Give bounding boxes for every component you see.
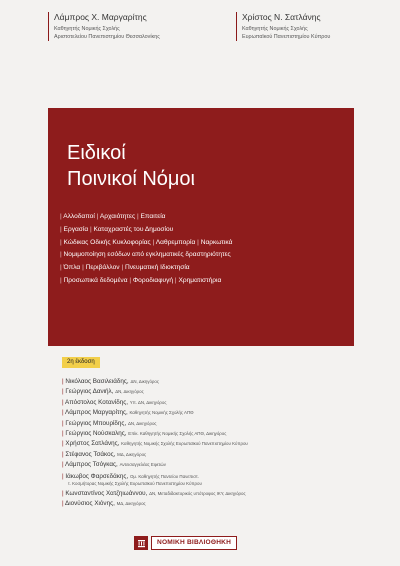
contributor-item — [62, 398, 352, 408]
contributor-role: Ομ. Καθηγητής Παντείου Πανεπιστ. — [129, 473, 199, 479]
edition-badge: 2η έκδοση — [62, 357, 100, 368]
contributor-item — [62, 439, 352, 449]
topic-line — [60, 275, 350, 288]
book-title-line-1: Ειδικοί — [67, 142, 126, 164]
topic-item: | Λαθρεμπορία — [153, 239, 196, 246]
contributor-role: ΔΝ, Δικηγόρος — [130, 379, 159, 384]
topic-item: | Αλλοδαποί — [60, 213, 95, 220]
contributor-name: Νικόλαος Βασιλειάδης, — [65, 378, 129, 385]
contributor-role: Αντεισαγγελέας Εφετών — [119, 462, 166, 468]
author-2-affiliation-line-2: Ευρωπαϊκού Πανεπιστημίου Κύπρου — [242, 34, 331, 40]
contributor-item — [62, 499, 352, 509]
contributor-role: Καθηγητής Νομικής Σχολής ΑΠΘ — [129, 410, 194, 416]
contributor-item — [62, 471, 352, 489]
contributor-item — [62, 419, 352, 429]
contributor-item — [62, 450, 352, 460]
contributor-name: Λάμπρος Τσόγκας, — [65, 461, 118, 469]
topic-item: | Φοροδιαφυγή — [129, 277, 173, 284]
contributor-name: Γεώργιος Δανιήλ, — [65, 388, 114, 396]
topic-item: | Αρχαιότητες — [97, 213, 135, 220]
contributor-role: ΜΔ, Δικηγόρος — [116, 501, 146, 507]
topic-item: | Προσωπικά δεδομένα — [60, 277, 128, 284]
topic-item: | Πνευματική Ιδιοκτησία — [121, 264, 189, 271]
topic-line — [60, 237, 350, 250]
contributor-role-continued: τ. Κοσμήτορας Νομικής Σχολής Ευρωπαϊκού Πανεπιστημίου Κύπρου — [68, 480, 202, 486]
author-1-affiliation-line-2: Αριστοτελείου Πανεπιστημίου Θεσσαλονίκης — [54, 34, 160, 40]
contributor-item — [62, 460, 352, 470]
author-2-affiliation-line-1: Καθηγητής Νομικής Σχολής — [242, 26, 308, 32]
contributor-role: Υπ. ΔΝ, Δικηγόρος — [129, 399, 167, 405]
contributor-item — [62, 489, 352, 499]
contributor-list — [62, 377, 352, 509]
topic-line — [60, 211, 350, 224]
contributor-name: Γεώργιος Νούσκαλης, — [65, 430, 127, 438]
contributor-item — [62, 387, 352, 397]
author-1-affiliation-line-1: Καθηγητής Νομικής Σχολής — [54, 26, 120, 32]
topic-item: | Όπλα — [60, 264, 80, 271]
publisher-logo — [134, 536, 237, 550]
author-2-name: Χρίστος Ν. Σατλάνης — [242, 12, 321, 22]
book-title — [67, 140, 195, 192]
contributor-item — [62, 408, 352, 418]
contributor-role: Επίκ. Καθηγητής Νομικής Σχολής ΑΠΘ, Δικηγόρος — [128, 431, 227, 437]
topic-list — [60, 211, 350, 288]
author-1 — [48, 12, 224, 41]
topic-item: | Νομιμοποίηση εσόδων από εγκληματικές δραστηριότητες — [60, 251, 231, 258]
contributor-role: ΔΝ, Μεταδιδακτορικός υπότροφος ΙΚΥ, Δικηγόρος — [149, 490, 246, 496]
contributor-name: Κωνσταντίνος Χατζηιωάννου, — [65, 489, 148, 497]
contributor-role: ΜΔ, Δικηγόρος — [117, 451, 147, 457]
topic-item: | Ναρκωτικά — [197, 239, 232, 246]
publisher-emblem-icon — [134, 536, 148, 550]
contributor-name: Στέφανος Τσάκος, — [65, 450, 116, 458]
contributor-name: Γεώργιος Μπουρίδης, — [65, 419, 127, 427]
contributor-name: Διονύσιος Χιόνης, — [65, 500, 115, 508]
topic-item: | Χρηματιστήρια — [175, 277, 221, 284]
topic-item: | Κώδικας Οδικής Κυκλοφορίας — [60, 239, 151, 246]
title-panel — [48, 108, 354, 346]
author-1-name: Λάμπρος Χ. Μαργαρίτης — [54, 12, 147, 22]
topic-item: | Περιβάλλον — [82, 264, 120, 271]
publisher-name: ΝΟΜΙΚΗ ΒΙΒΛΙΟΘΗΚΗ — [151, 536, 237, 550]
contributor-item — [62, 377, 352, 387]
topic-item: | Εργασία — [60, 226, 88, 233]
contributor-name: Λάμπρος Μαργαρίτης, — [65, 409, 128, 417]
contributor-item — [62, 429, 352, 439]
contributor-name: Ιάκωβος Φαρσεδάκης, — [65, 472, 129, 480]
topic-item: | Επαιτεία — [137, 213, 166, 220]
topic-line — [60, 224, 350, 237]
topic-line — [60, 262, 350, 275]
top-authors — [0, 12, 400, 72]
author-2 — [236, 12, 392, 41]
topic-item: | Καταχραστές του Δημοσίου — [90, 226, 173, 233]
contributor-role: Καθηγητής Νομικής Σχολής Ευρωπαϊκού Πανεπιστημίου Κύπρου — [121, 441, 248, 447]
book-title-line-2: Ποινικοί Νόμοι — [67, 168, 195, 190]
contributor-role: ΔΝ, Δικηγόρος — [127, 420, 157, 426]
contributor-name: Χρήστος Σατλάνης, — [65, 440, 120, 448]
contributor-name: Απόστολος Κοτανίδης, — [65, 398, 129, 406]
contributor-role: ΔΝ, Δικηγόρος — [115, 389, 144, 395]
topic-line — [60, 249, 350, 262]
